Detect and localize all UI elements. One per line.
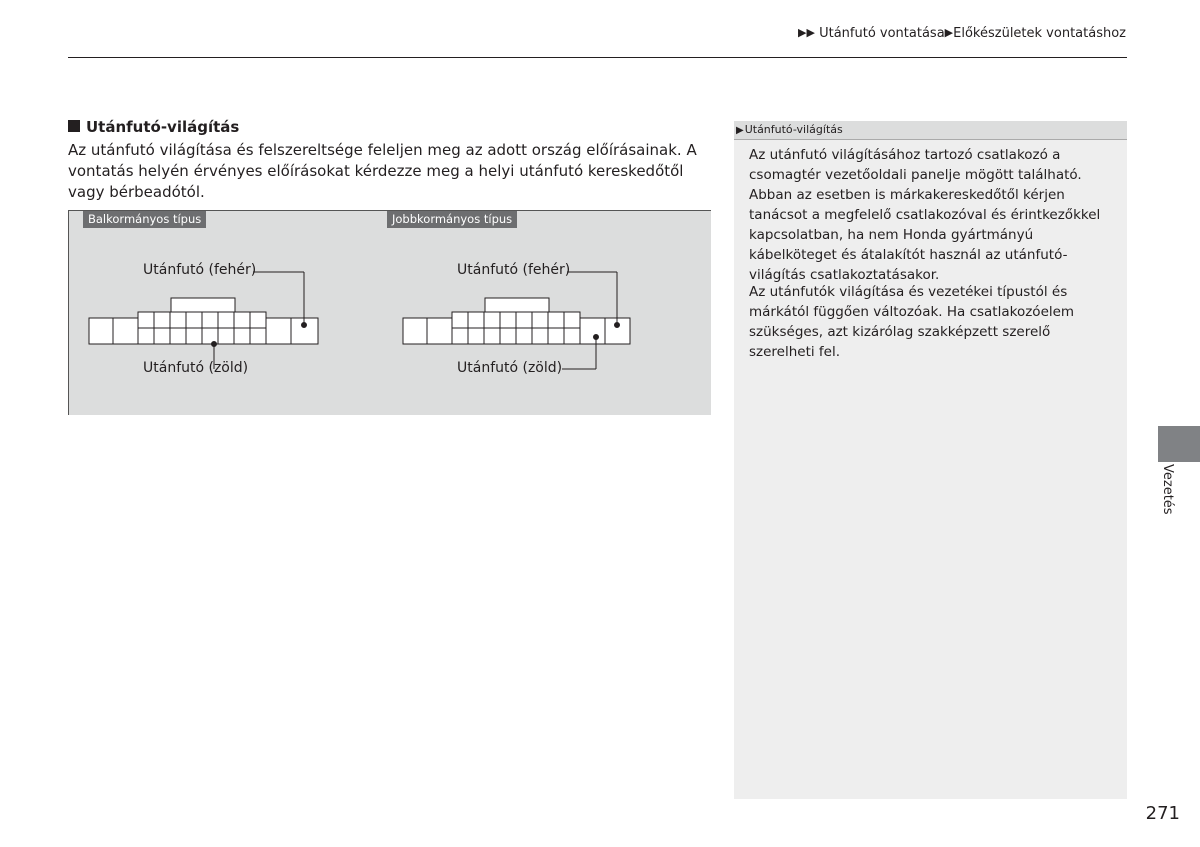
pin-white-rhd-dot <box>615 323 620 328</box>
label-green-lhd: Utánfutó (zöld) <box>143 360 249 376</box>
chapter-tab[interactable] <box>1158 426 1200 462</box>
label-white-rhd: Utánfutó (fehér) <box>457 262 571 278</box>
header-divider <box>68 57 1127 58</box>
label-white-lhd: Utánfutó (fehér) <box>143 262 257 278</box>
section-heading <box>68 118 239 136</box>
breadcrumb <box>798 26 1126 41</box>
connector-latch <box>171 298 235 312</box>
tag-right-hand-drive: Jobbkormányos típus <box>387 211 517 228</box>
tag-left-hand-drive: Balkormányos típus <box>83 211 206 228</box>
connector-lhd <box>89 272 318 369</box>
sidebar-note-title: Utánfutó-világítás <box>744 123 843 136</box>
sidebar-note <box>734 121 1127 799</box>
chapter-tab-label: Vezetés <box>1160 464 1175 515</box>
connector-diagram-svg <box>69 211 712 416</box>
section-title: Utánfutó-világítás <box>86 118 240 136</box>
sidebar-paragraph-1: Az utánfutó világításához tartozó csatlakozó a csomagtér vezetőoldali panelje mögött található. Abban az esetben is márkakereskedőtől kérjen tanácsot a megfelelő csatlakozóval és érintkezőkkel kapcsolatban, ha nem Honda gyártmányú kábelköteget és átalakítót használ az utánfutó-világítás csatlakoztatásakor. <box>749 147 1101 283</box>
breadcrumb-item-towing[interactable]: Utánfutó vontatása <box>819 26 945 41</box>
sidebar-note-header <box>734 121 1127 140</box>
connector-latch <box>485 298 549 312</box>
chapter-tab-label-box <box>1158 464 1188 524</box>
square-bullet-icon <box>68 120 80 132</box>
pin-green-rhd-dot <box>594 335 599 340</box>
section-body: Az utánfutó világítása és felszereltsége feleljen meg az adott ország előírásainak. A vontatás helyén érvényes előírásokat kérdezze meg a helyi utánfutó kereskedőtől vagy bérbeadótól. <box>68 141 697 201</box>
arrow-icon: ▶ <box>944 26 954 39</box>
breadcrumb-item-preparation[interactable]: Előkészületek vontatáshoz <box>953 26 1126 41</box>
connector-end-block <box>266 318 318 344</box>
pin-green-lhd-dot <box>212 342 217 347</box>
sidebar-paragraph-2: Az utánfutók világítása és vezetékei típustól és márkától függően változóak. Ha csatlakozóelem szükséges, azt kizárólag szakképzett szerelő szerelheti fel. <box>749 284 1075 360</box>
label-green-rhd: Utánfutó (zöld) <box>457 360 563 376</box>
note-reference-icon: ▶ <box>736 125 744 136</box>
pin-white-lhd-dot <box>302 323 307 328</box>
connector-diagram <box>68 210 711 415</box>
connector-rhd <box>403 272 630 369</box>
page-number: 271 <box>1145 803 1180 824</box>
double-arrow-icon: ▶▶ <box>798 26 815 39</box>
